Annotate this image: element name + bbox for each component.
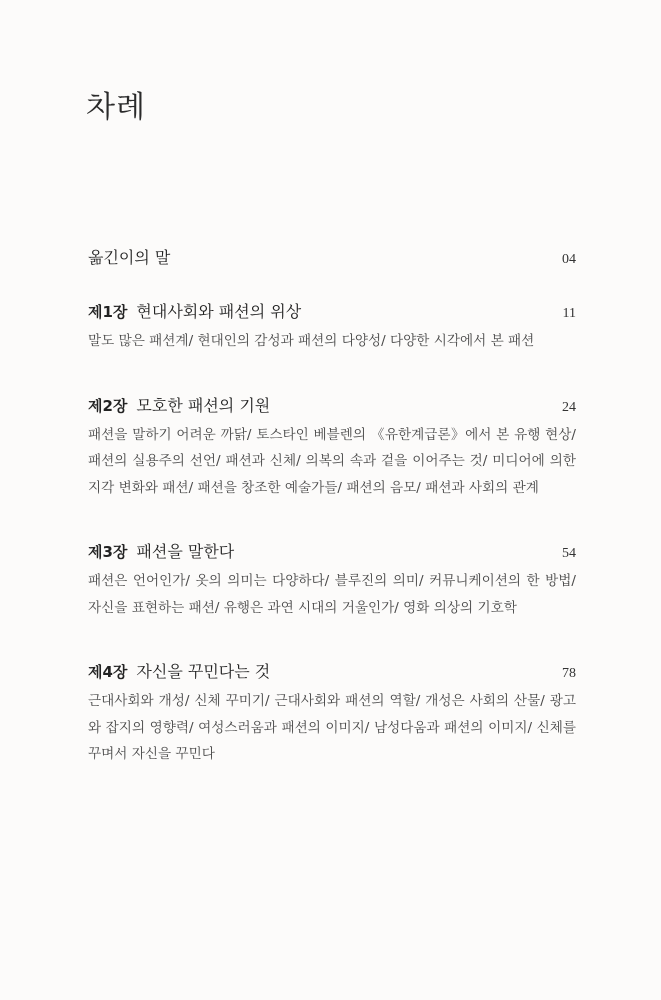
chapter-name: 모호한 패션의 기원 bbox=[136, 395, 271, 415]
toc-entry-description: 말도 많은 패션계/ 현대인의 감성과 패션의 다양성/ 다양한 시각에서 본 패션 bbox=[88, 333, 535, 349]
toc-entry-description: 근대사회와 개성/ 신체 꾸미기/ 근대사회와 패션의 역할/ 개성은 사회의 산물/ 광고와 잡지의 영향력/ 여성스러움과 패션의 이미지/ 남성다움과 패션의 이미지/ 신체를 꾸며서 자신을 꾸민다 bbox=[88, 693, 576, 762]
toc-entry-description: 패션은 언어인가/ 옷의 의미는 다양하다/ 블루진의 의미/ 커뮤니케이션의 한 방법/ 자신을 표현하는 패션/ 유행은 과연 시대의 거울인가/ 영화 의상의 기호학 bbox=[88, 573, 576, 616]
chapter-label: 제3장 bbox=[88, 543, 128, 561]
toc-entry-page-number: 04 bbox=[562, 252, 576, 267]
toc-entry-title bbox=[88, 654, 270, 690]
toc-entry-head bbox=[88, 534, 576, 570]
toc-entry-head bbox=[88, 294, 576, 330]
chapter-name: 자신을 꾸민다는 것 bbox=[136, 662, 271, 681]
toc-entry-page-number: 54 bbox=[562, 546, 576, 561]
toc-entry-title bbox=[88, 388, 270, 424]
toc-entry-head bbox=[88, 240, 576, 276]
toc-entry-page-number: 24 bbox=[562, 399, 576, 415]
toc-entry-head bbox=[88, 388, 576, 424]
chapter-name: 현대사회와 패션의 위상 bbox=[136, 302, 302, 321]
chapter-label: 제1장 bbox=[88, 303, 128, 321]
table-of-contents bbox=[88, 240, 576, 768]
toc-entry-chapter-2 bbox=[88, 388, 576, 502]
chapter-name: 패션을 말한다 bbox=[136, 542, 235, 561]
toc-entry-chapter-1 bbox=[88, 294, 576, 355]
toc-entry-chapter-3 bbox=[88, 534, 576, 621]
toc-entry-head bbox=[88, 654, 576, 690]
toc-entry-title bbox=[88, 294, 301, 330]
toc-entry-page-number: 78 bbox=[562, 666, 576, 681]
chapter-label: 제4장 bbox=[88, 663, 128, 681]
toc-entry-description: 패션을 말하기 어려운 까닭/ 토스타인 베블렌의 《유한계급론》에서 본 유행 현상/ 패션의 실용주의 선언/ 패션과 신체/ 의복의 속과 겉을 이어주는 것/ 미디어에 의한 지각 변화와 패션/ 패션을 창조한 예술가들/ 패션의 음모/ 패션과 사회의 관계 bbox=[88, 426, 576, 496]
toc-entry-title: 옮긴이의 말 bbox=[88, 248, 171, 267]
toc-entry-chapter-4 bbox=[88, 654, 576, 768]
toc-entry-page-number: 11 bbox=[562, 306, 576, 321]
toc-entry-translator-note bbox=[88, 240, 576, 276]
chapter-label: 제2장 bbox=[88, 396, 128, 415]
page-title: 차례 bbox=[86, 90, 146, 125]
toc-entry-title bbox=[88, 534, 234, 570]
